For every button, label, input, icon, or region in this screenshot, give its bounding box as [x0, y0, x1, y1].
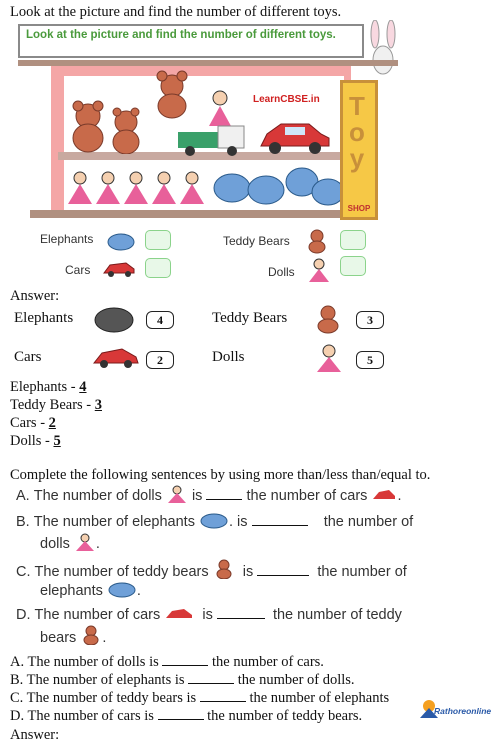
option-c-line2: elephants .	[40, 580, 141, 601]
watermark-text: LearnCBSE.in	[253, 94, 320, 105]
answer-teddy-label: Teddy Bears	[212, 310, 288, 326]
answer-elephants-box: 4	[146, 311, 174, 329]
elephants-row-icon	[210, 162, 350, 210]
counter	[30, 210, 370, 218]
instruction: Complete the following sentences by using more than/less than/equal to.	[10, 467, 431, 483]
teddy-answer-icon	[313, 304, 343, 334]
summary-teddy: Teddy Bears - 3	[10, 397, 102, 413]
toy-shop-illustration	[10, 20, 480, 226]
teddy-small-icon	[213, 559, 235, 579]
picture-elephants-label: Elephants	[40, 232, 94, 246]
answer-teddy-box: 3	[356, 311, 384, 329]
doll-answer-icon	[314, 344, 344, 374]
toy-truck-icon	[178, 124, 248, 156]
toy-car-icon	[257, 120, 333, 156]
plain-d: D. The number of cars is the number of teddy bears.	[10, 708, 363, 724]
dolls-row-icon	[66, 168, 216, 208]
car-small-icon	[371, 487, 397, 503]
answer-dolls-label: Dolls	[212, 349, 245, 365]
answer-dolls-box: 5	[356, 351, 384, 369]
elephant-small-icon-2	[107, 580, 137, 598]
picture-cars-label: Cars	[65, 263, 91, 277]
answer-cars-label: Cars	[14, 349, 42, 365]
summary-elephants: Elephants - 4	[10, 379, 87, 395]
answer-cars-box: 2	[146, 351, 174, 369]
sign-letters: Toy	[342, 91, 372, 169]
option-c: C. The number of teddy bears is the number of	[16, 559, 476, 582]
plain-c: C. The number of teddy bears is the number of elephants	[10, 690, 390, 706]
doll-top-icon	[205, 88, 235, 128]
option-d: D. The number of cars is the number of teddy	[16, 607, 402, 623]
option-a: A. The number of dolls is the number of cars .	[16, 485, 476, 506]
elephant-answer-icon	[92, 305, 140, 333]
sign-bottom: SHOP	[347, 204, 371, 213]
picture-dolls-box[interactable]	[340, 256, 366, 276]
page-heading: Look at the picture and find the number of different toys.	[10, 4, 342, 20]
answer-elephants-label: Elephants	[14, 310, 74, 326]
doll-icon	[307, 258, 331, 284]
roof-beam	[18, 60, 398, 66]
teddy-bear-icon	[305, 228, 329, 254]
car-icon	[102, 259, 136, 279]
car-answer-icon	[92, 345, 140, 371]
shop-banner: Look at the picture and find the number of different toys.	[18, 24, 364, 58]
plain-b: B. The number of elephants is the number of dolls.	[10, 672, 355, 688]
rathoreonline-logo	[418, 698, 492, 722]
logo-text: Rathoreonline	[434, 706, 492, 716]
picture-teddy-box[interactable]	[340, 230, 366, 250]
answer-label: Answer:	[10, 288, 60, 304]
summary-cars: Cars - 2	[10, 415, 56, 431]
teddy-bears-group-icon	[68, 98, 158, 154]
option-d-line2: bears .	[40, 625, 106, 648]
summary-dolls: Dolls - 5	[10, 433, 61, 449]
doll-small-icon-2	[74, 533, 96, 551]
answer-label-2: Answer:	[10, 727, 60, 743]
picture-cars-box[interactable]	[145, 258, 171, 278]
teddy-bear-top-icon	[150, 70, 194, 120]
plain-a: A. The number of dolls is the number of cars.	[10, 654, 324, 670]
option-b: B. The number of elephants . is the number of	[16, 511, 476, 532]
teddy-small-icon-2	[80, 625, 102, 645]
toy-shop-sign	[340, 80, 378, 220]
picture-elephants-box[interactable]	[145, 230, 171, 250]
picture-teddy-label: Teddy Bears	[223, 234, 290, 248]
picture-dolls-label: Dolls	[268, 265, 295, 279]
elephant-small-icon	[199, 511, 229, 529]
option-b-line2: dolls .	[40, 533, 100, 554]
elephant-icon	[106, 231, 136, 251]
doll-small-icon	[166, 485, 188, 503]
car-small-icon-2	[164, 606, 194, 622]
